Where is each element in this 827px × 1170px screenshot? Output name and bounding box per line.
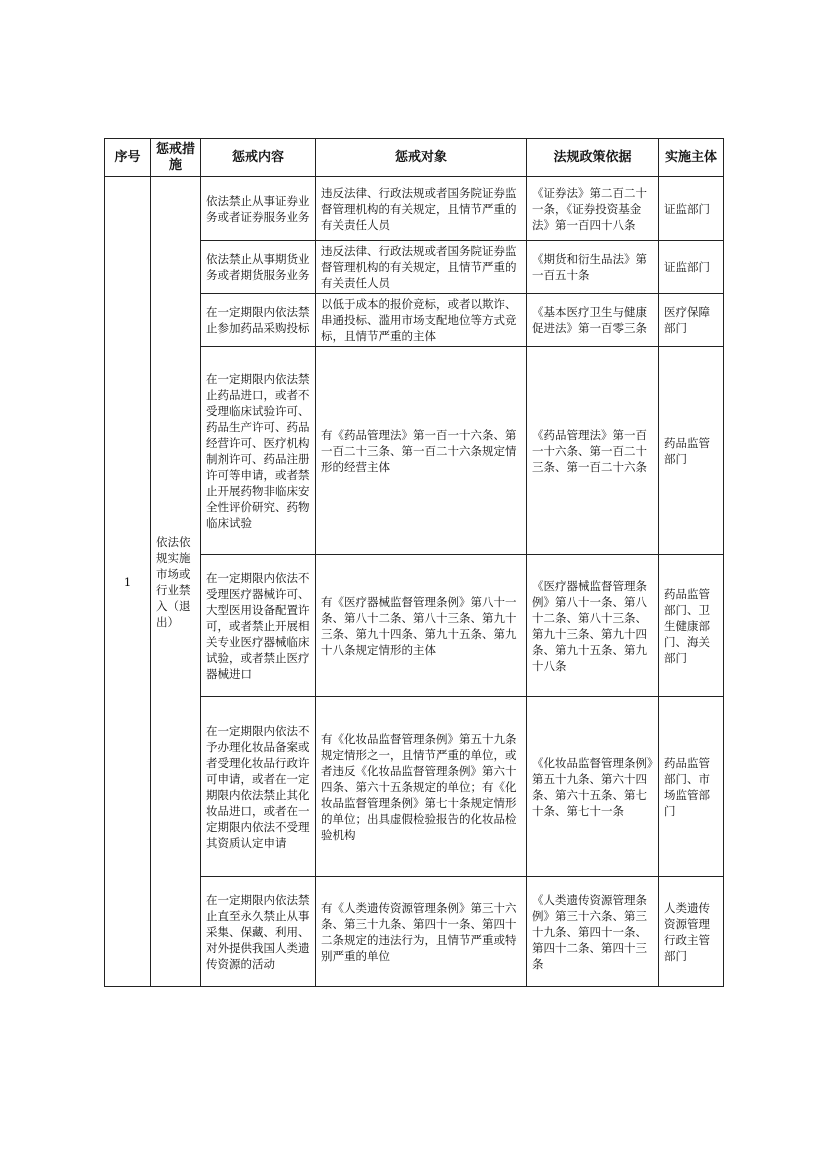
basis-cell: 《期货和衍生品法》第一百五十条 (527, 241, 659, 294)
table-row (105, 177, 724, 241)
basis-cell: 《人类遗传资源管理条例》第三十六条、第三十九条、第四十一条、第四十二条、第四十三条 (527, 877, 659, 987)
basis-cell: 《证券法》第二百二十一条，《证券投资基金法》第一百四十八条 (527, 177, 659, 241)
target-cell: 有《人类遗传资源管理条例》第三十六条、第三十九条、第四十一条、第四十二条规定的违法行为，且情节严重或特别严重的单位 (316, 877, 527, 987)
agency-cell: 人类遗传资源管理行政主管部门 (659, 877, 724, 987)
agency-cell: 证监部门 (659, 177, 724, 241)
header-measure: 惩戒措施 (151, 139, 201, 177)
basis-cell: 《基本医疗卫生与健康促进法》第一百零三条 (527, 294, 659, 347)
content-cell: 在一定期限内依法禁止直至永久禁止从事采集、保藏、利用、对外提供我国人类遗传资源的活动 (201, 877, 316, 987)
header-basis: 法规政策依据 (527, 139, 659, 177)
agency-cell: 药品监管部门 (659, 347, 724, 555)
header-agency: 实施主体 (659, 139, 724, 177)
basis-cell: 《药品管理法》第一百一十六条、第一百二十三条、第一百二十六条 (527, 347, 659, 555)
content-cell: 在一定期限内依法不予办理化妆品备案或者受理化妆品行政许可申请，或者在一定期限内依法禁止其化妆品进口，或者在一定期限内依法不受理其资质认定申请 (201, 697, 316, 877)
target-cell: 有《化妆品监督管理条例》第五十九条规定情形之一，且情节严重的单位，或者违反《化妆品监督管理条例》第六十四条、第六十五条规定的单位；有《化妆品监督管理条例》第七十条规定情形的单位；出具虚假检验报告的化妆品检验机构 (316, 697, 527, 877)
target-cell: 有《医疗器械监督管理条例》第八十一条、第八十二条、第八十三条、第九十三条、第九十四条、第九十五条、第九十八条规定情形的主体 (316, 555, 527, 697)
target-cell: 有《药品管理法》第一百一十六条、第一百二十三条、第一百二十六条规定情形的经营主体 (316, 347, 527, 555)
content-cell: 依法禁止从事证券业务或者证券服务业务 (201, 177, 316, 241)
measure-cell: 依法依规实施市场或行业禁入（退出） (151, 177, 201, 987)
basis-cell: 《化妆品监督管理条例》第五十九条、第六十四条、第六十五条、第七十条、第七十一条 (527, 697, 659, 877)
agency-cell: 药品监管部门、市场监管部门 (659, 697, 724, 877)
content-cell: 在一定期限内依法禁止参加药品采购投标 (201, 294, 316, 347)
content-cell: 在一定期限内依法禁止药品进口，或者不受理临床试验许可、药品生产许可、药品经营许可、医疗机构制剂许可、药品注册许可等申请，或者禁止开展药物非临床安全性评价研究、药物临床试验 (201, 347, 316, 555)
table-header-row (105, 139, 724, 177)
header-content: 惩戒内容 (201, 139, 316, 177)
content-cell: 在一定期限内依法不受理医疗器械许可、大型医用设备配置许可，或者禁止开展相关专业医疗器械临床试验，或者禁止医疗器械进口 (201, 555, 316, 697)
basis-cell: 《医疗器械监督管理条例》第八十一条、第八十二条、第八十三条、第九十三条、第九十四条、第九十五条、第九十八条 (527, 555, 659, 697)
agency-cell: 证监部门 (659, 241, 724, 294)
seq-cell: 1 (105, 177, 151, 987)
target-cell: 违反法律、行政法规或者国务院证券监督管理机构的有关规定，且情节严重的有关责任人员 (316, 241, 527, 294)
agency-cell: 药品监管部门、卫生健康部门、海关部门 (659, 555, 724, 697)
header-seq: 序号 (105, 139, 151, 177)
target-cell: 以低于成本的报价竞标，或者以欺诈、串通投标、滥用市场支配地位等方式竞标，且情节严重的主体 (316, 294, 527, 347)
punishment-table (104, 138, 724, 987)
agency-cell: 医疗保障部门 (659, 294, 724, 347)
header-target: 惩戒对象 (316, 139, 527, 177)
content-cell: 依法禁止从事期货业务或者期货服务业务 (201, 241, 316, 294)
target-cell: 违反法律、行政法规或者国务院证券监督管理机构的有关规定，且情节严重的有关责任人员 (316, 177, 527, 241)
